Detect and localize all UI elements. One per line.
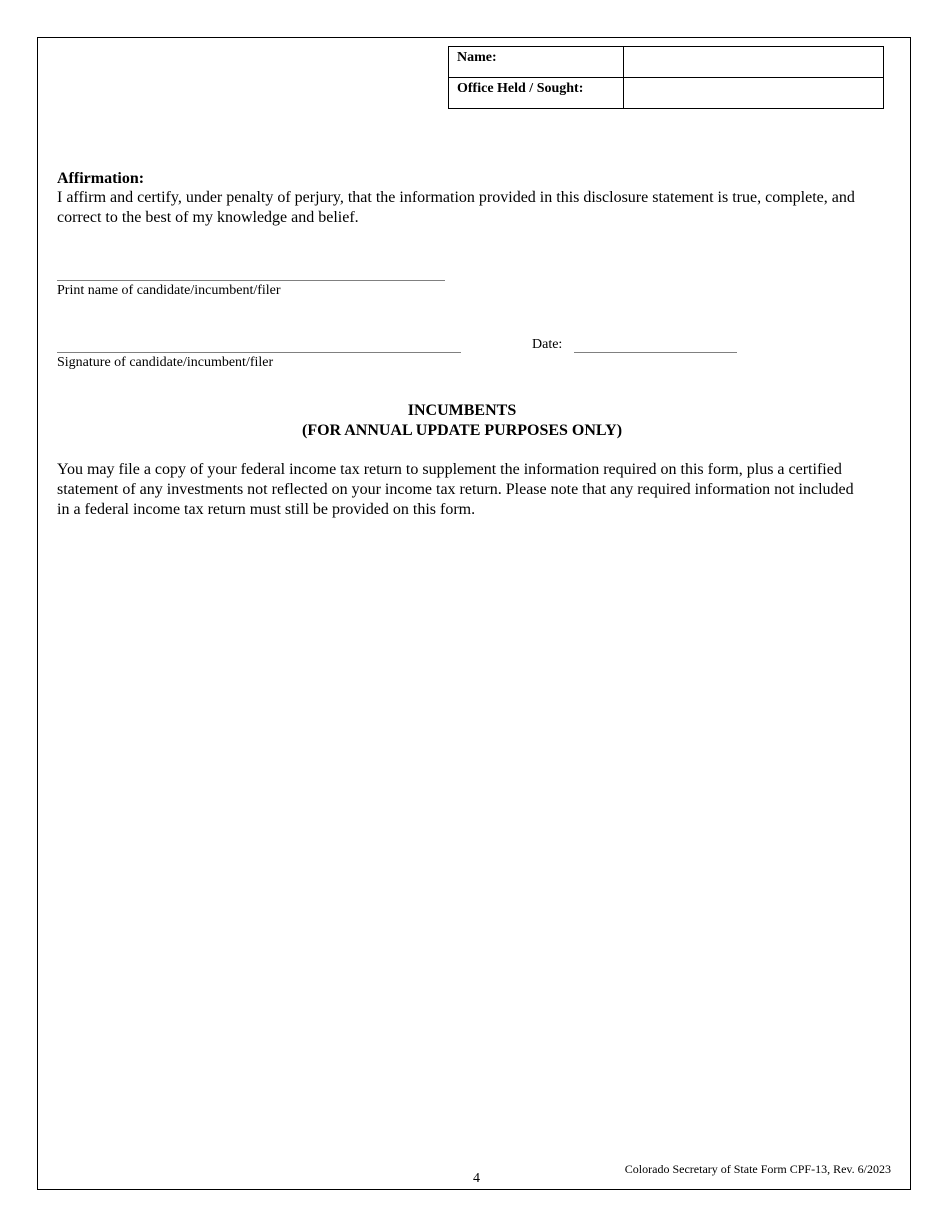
page-number: 4 [473,1171,480,1186]
print-name-line[interactable] [57,280,445,281]
name-row [449,47,884,78]
date-label: Date: [532,337,563,352]
signature-caption: Signature of candidate/incumbent/filer [57,355,274,370]
name-field[interactable] [624,47,884,78]
incumbents-subheading: (FOR ANNUAL UPDATE PURPOSES ONLY) [301,422,623,439]
office-label: Office Held / Sought: [449,78,624,109]
date-line[interactable] [574,352,737,353]
name-label: Name: [449,47,624,78]
print-name-caption: Print name of candidate/incumbent/filer [57,283,281,298]
identity-table [448,46,884,109]
incumbents-text: You may file a copy of your federal income tax return to supplement the information required on this form, plus a certified statement of any investments not reflected on your income tax return. Please note that any required information not included in a federal income tax return must still be provided on this form. [57,461,854,518]
form-identifier: Colorado Secretary of State Form CPF-13, Rev. 6/2023 [624,1162,891,1176]
office-field[interactable] [624,78,884,109]
office-row [449,78,884,109]
affirmation-text: I affirm and certify, under penalty of perjury, that the information provided in this disclosure statement is true, complete, and correct to the best of my knowledge and belief. [57,189,855,226]
affirmation-heading: Affirmation: [57,170,145,187]
incumbents-heading: INCUMBENTS [407,402,517,419]
signature-line[interactable] [57,352,461,353]
